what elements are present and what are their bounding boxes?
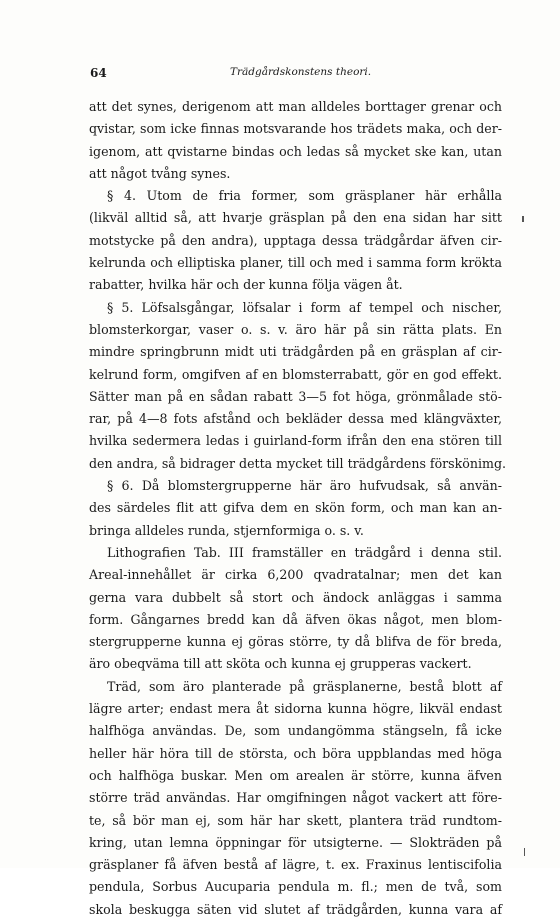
text-line: Lithografien Tab. III framställer en trädgård i denna stil. [107, 544, 502, 560]
section-6-heading-line: § 6. Då blomstergrupperne här äro hufvudsak, så använ- [107, 478, 502, 494]
text-line: hvilka sedermera ledas i guirland-form ifrån den ena stören till [89, 433, 502, 449]
text-line: kelrund form, omgifven af en blomsterrabatt, gör en god effekt. [89, 366, 502, 382]
text-line: att något tvång synes. [89, 165, 231, 181]
text-line: större träd användas. Har omgifningen något vackert att före- [89, 790, 502, 806]
text-line: gerna vara dubbelt så stort och ändock anläggas i samma [89, 589, 502, 605]
text-line: Träd, som äro planterade på gräsplanerne, bestå blott af [107, 678, 502, 694]
text-line: form. Gångarnes bredd kan då äfven ökas något, men blom- [89, 611, 502, 627]
text-line: igenom, att qvistarne bindas och ledas så mycket ske kan, utan [89, 143, 502, 159]
page-number: 64 [90, 66, 107, 80]
running-head: Trädgårdskonstens theori. [230, 66, 372, 78]
text-line: Sätter man på en sådan rabatt 3—5 fot höga, grönmålade stö- [89, 388, 502, 404]
text-line: motstycke på den andra), upptaga dessa trädgårdar äfven cir- [89, 232, 502, 248]
text-line: Areal-innehållet är cirka 6,200 qvadratalnar; men det kan [89, 567, 502, 583]
section-4-heading-line: § 4. Utom de fria former, som gräsplaner här erhålla [107, 188, 502, 204]
body-text [89, 96, 507, 921]
text-line: (likväl alltid så, att hvarje gräsplan på den ena sidan har sitt [89, 210, 502, 226]
text-line: rar, på 4—8 fots afstånd och bekläder dessa med klängväxter, [89, 411, 502, 427]
text-line: rabatter, hvilka här och der kunna följa vägen åt. [89, 277, 403, 293]
text-line: heller här höra till de största, och böra uppblandas med höga [89, 745, 502, 761]
text-line: och halfhöga buskar. Men om arealen är större, kunna äfven [89, 767, 502, 783]
text-line: stergrupperne kunna ej göras större, ty då blifva de för breda, [89, 634, 502, 650]
margin-speck [522, 216, 524, 222]
text-line: lägre arter; endast mera åt sidorna kunna högre, likväl endast [89, 701, 502, 717]
text-line: te, så bör man ej, som här har skett, plantera träd rundtom- [89, 812, 502, 828]
text-line: pendula, Sorbus Aucuparia pendula m. fl.; men de två, som [89, 879, 502, 895]
text-line: halfhöga användas. De, som undangömma stängseln, få icke [89, 723, 502, 739]
text-line: des särdeles flit att gifva dem en skön form, och man kan an- [89, 500, 502, 516]
text-line: skola beskugga säten vid slutet af trädgården, kunna vara af [89, 901, 502, 917]
margin-speck [524, 848, 525, 856]
text-line: mindre springbrunn midt uti trädgården på en gräsplan af cir- [89, 344, 502, 360]
text-line: blomsterkorgar, vaser o. s. v. äro här på sin rätta plats. En [89, 321, 502, 337]
page-header [90, 66, 500, 84]
text-line: äro obeqväma till att sköta och kunna ej grupperas vackert. [89, 656, 472, 672]
text-line: kring, utan lemna öppningar för utsigterne. — Slokträden på [89, 834, 502, 850]
section-5-heading-line: § 5. Löfsalsgångar, löfsalar i form af tempel och nischer, [107, 299, 502, 315]
text-line: qvistar, som icke finnas motsvarande hos trädets maka, och der- [89, 121, 502, 137]
text-line: den andra, så bidrager detta mycket till trädgårdens förskönimg. [89, 455, 507, 471]
text-line: att det synes, derigenom att man alldeles borttager grenar och [89, 99, 502, 114]
text-line: bringa alldeles runda, stjernformiga o. s. v. [89, 522, 364, 538]
text-line: kelrunda och elliptiska planer, till och med i samma form krökta [89, 255, 502, 271]
text-line: gräsplaner få äfven bestå af lägre, t. ex. Fraxinus lentiscifolia [89, 857, 502, 873]
